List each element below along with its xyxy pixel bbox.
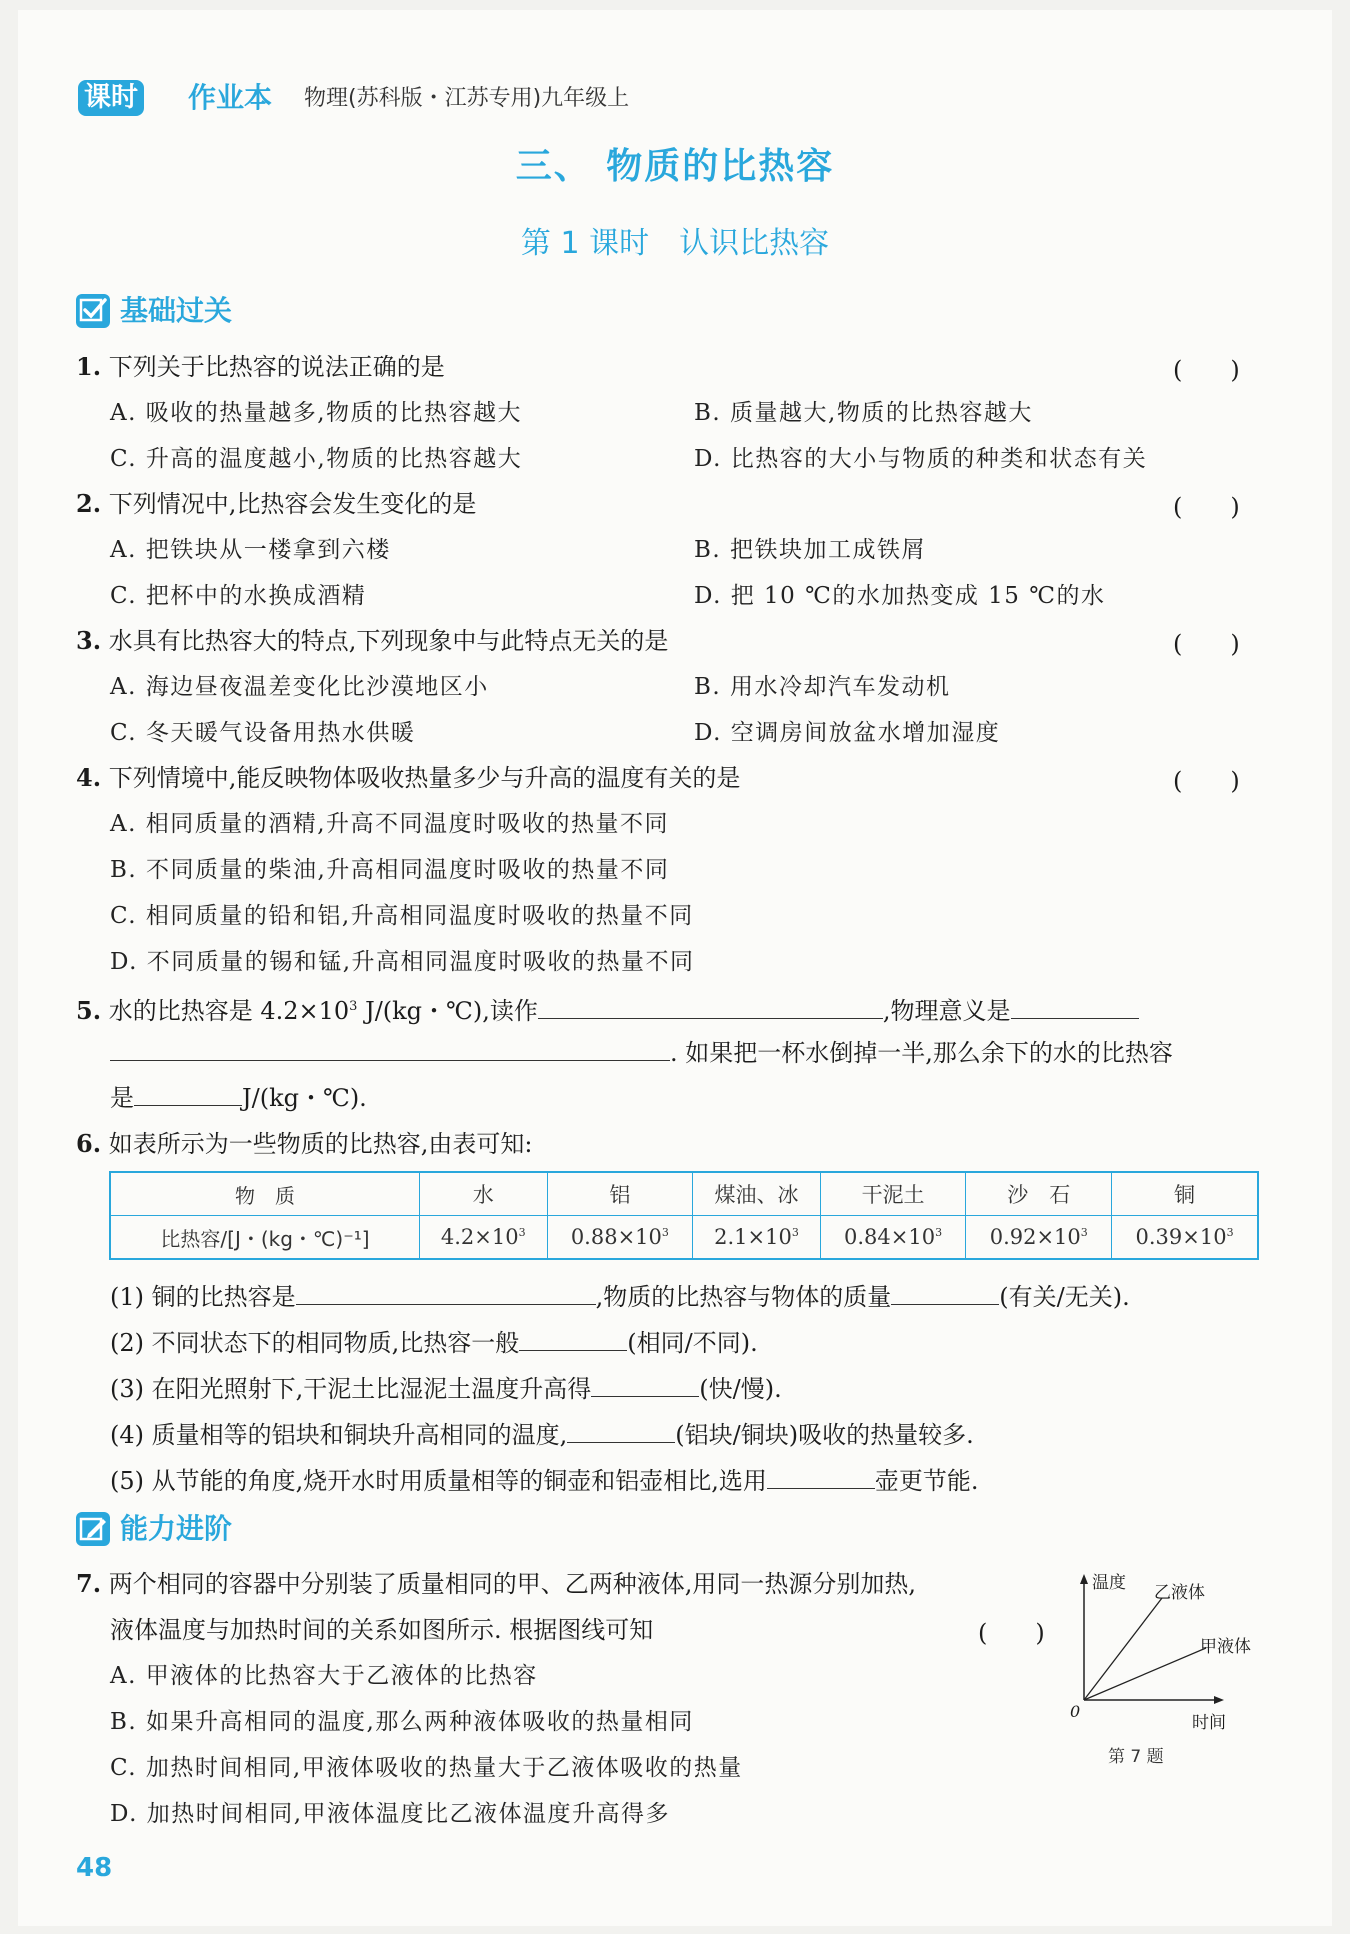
blank[interactable] (591, 1372, 699, 1397)
question-number: 2. (76, 489, 102, 518)
option-b[interactable]: B. 用水冷却汽车发动机 (694, 674, 951, 700)
temperature-time-graph (1058, 1570, 1258, 1733)
question-4 (76, 761, 740, 795)
option-a[interactable]: A. 相同质量的酒精,升高不同温度时吸收的热量不同 (110, 811, 670, 837)
option-a[interactable]: A. 海边昼夜温差变化比沙漠地区小 (110, 674, 489, 700)
logo-text: 作业本 (188, 81, 273, 114)
blank-meaning[interactable] (1011, 994, 1139, 1019)
option-d[interactable]: D. 比热容的大小与物质的种类和状态有关 (694, 446, 1148, 472)
subject-line: 物理(苏科版・江苏专用)九年级上 (304, 86, 630, 111)
question-stem: 下列情况中,比热容会发生变化的是 (108, 490, 477, 518)
question-stem: 如表所示为一些物质的比热容,由表可知: (108, 1130, 533, 1158)
blank-reading[interactable] (538, 994, 883, 1019)
q5-text-1: 水的比热容是 4.2×10 (108, 997, 350, 1025)
blank[interactable] (567, 1418, 675, 1443)
specific-heat-table (109, 1171, 1259, 1260)
series-label-yi: 乙液体 (1154, 1583, 1205, 1603)
question-7 (76, 1567, 916, 1601)
logo-badge: 课时 (78, 80, 144, 116)
y-axis-arrow (1080, 1574, 1088, 1584)
table-cell: 铜 (1112, 1172, 1258, 1216)
question-5-line3 (110, 1081, 367, 1115)
blank-meaning-cont[interactable] (110, 1036, 670, 1061)
line-jia (1084, 1648, 1206, 1700)
sub-question-1: (1) 铜的比热容是 ,物质的比热容与物体的质量 (有关/无关). (110, 1280, 1130, 1314)
q5-text-3: ,物理意义是 (882, 997, 1011, 1025)
blank[interactable] (891, 1280, 999, 1305)
table-cell: $2.1\times 10^3$ (693, 1216, 821, 1260)
answer-paren[interactable]: ( ) (1173, 356, 1240, 384)
line-yi (1084, 1598, 1162, 1700)
option-d[interactable]: D. 把 10 ℃的水加热变成 15 ℃的水 (694, 583, 1106, 609)
table-header: 比热容/[J・(kg・℃)⁻¹] (110, 1216, 420, 1260)
option-c[interactable]: C. 相同质量的铅和铝,升高相同温度时吸收的热量不同 (110, 903, 694, 929)
question-1 (76, 350, 445, 384)
lesson-title: 第 1 课时 认识比热容 (520, 226, 830, 261)
table-cell: 铝 (547, 1172, 693, 1216)
chapter-title: 三、 物质的比热容 (515, 146, 835, 187)
section-title: 能力进阶 (120, 1512, 233, 1545)
option-b[interactable]: B. 不同质量的柴油,升高相同温度时吸收的热量不同 (110, 857, 670, 883)
table-cell: 干泥土 (820, 1172, 966, 1216)
question-3 (76, 624, 668, 658)
option-b[interactable]: B. 质量越大,物质的比热容越大 (694, 400, 1033, 426)
sub-question-2: (2) 不同状态下的相同物质,比热容一般 (相同/不同). (110, 1326, 758, 1360)
table-cell: $4.2\times 10^3$ (420, 1216, 548, 1260)
option-a[interactable]: A. 把铁块从一楼拿到六楼 (110, 537, 391, 563)
x-axis-arrow (1214, 1696, 1224, 1704)
blank-value[interactable] (134, 1081, 242, 1106)
blank[interactable] (296, 1280, 596, 1305)
option-d[interactable]: D. 加热时间相同,甲液体温度比乙液体温度升高得多 (110, 1801, 671, 1827)
section-advanced (76, 1510, 336, 1548)
sub-question-4: (4) 质量相等的铝块和铜块升高相同的温度, (铝块/铜块)吸收的热量较多. (110, 1418, 974, 1452)
sub-question-3: (3) 在阳光照射下,干泥土比湿泥土温度升高得 (快/慢). (110, 1372, 782, 1406)
page-number: 48 (76, 1853, 113, 1883)
table-cell: 水 (420, 1172, 548, 1216)
table-header: 物 质 (110, 1172, 420, 1216)
question-number: 7. (76, 1569, 102, 1598)
question-stem: 两个相同的容器中分别装了质量相同的甲、乙两种液体,用同一热源分别加热, (108, 1570, 916, 1598)
table-cell: $0.84\times 10^3$ (820, 1216, 966, 1260)
question-number: 6. (76, 1129, 102, 1158)
question-number: 1. (76, 352, 102, 381)
x-axis-label: 时间 (1192, 1713, 1226, 1733)
question-stem: 下列情境中,能反映物体吸收热量多少与升高的温度有关的是 (108, 764, 741, 792)
section-basic (76, 292, 336, 330)
table-row (110, 1216, 1258, 1260)
option-b[interactable]: B. 如果升高相同的温度,那么两种液体吸收的热量相同 (110, 1709, 694, 1735)
table-cell: 沙 石 (966, 1172, 1112, 1216)
question-number: 4. (76, 763, 102, 792)
series-label-jia: 甲液体 (1200, 1637, 1251, 1657)
blank[interactable] (519, 1326, 627, 1351)
table-cell: $0.92\times 10^3$ (966, 1216, 1112, 1260)
y-axis-label: 温度 (1092, 1573, 1126, 1593)
table-cell: $0.39\times 10^3$ (1112, 1216, 1258, 1260)
answer-paren[interactable]: ( ) (1173, 493, 1240, 521)
q5-text-5: 是 (110, 1084, 134, 1112)
question-6 (76, 1127, 532, 1161)
answer-paren[interactable]: ( ) (978, 1619, 1045, 1647)
option-b[interactable]: B. 把铁块加工成铁屑 (694, 537, 927, 563)
blank[interactable] (767, 1464, 875, 1489)
answer-paren[interactable]: ( ) (1173, 630, 1240, 658)
figure-caption: 第 7 题 (1108, 1747, 1164, 1767)
table-cell: 煤油、冰 (693, 1172, 821, 1216)
question-number: 3. (76, 626, 102, 655)
question-7-line2: 液体温度与加热时间的关系如图所示. 根据图线可知 (110, 1616, 654, 1644)
question-stem: 水具有比热容大的特点,下列现象中与此特点无关的是 (108, 627, 669, 655)
origin-label: 0 (1070, 1702, 1081, 1721)
question-5-line2 (110, 1036, 1173, 1070)
table-cell: $0.88\times 10^3$ (547, 1216, 693, 1260)
option-d[interactable]: D. 不同质量的锡和锰,升高相同温度时吸收的热量不同 (110, 949, 695, 975)
question-2 (76, 487, 476, 521)
option-d[interactable]: D. 空调房间放盆水增加湿度 (694, 720, 1001, 746)
pencil-icon (76, 1512, 110, 1546)
exponent: 3 (349, 999, 358, 1014)
option-c[interactable]: C. 冬天暖气设备用热水供暖 (110, 720, 416, 746)
option-a[interactable]: A. 吸收的热量越多,物质的比热容越大 (110, 400, 523, 426)
q5-text-2: J/(kg・℃),读作 (357, 997, 538, 1025)
workbook-page (18, 10, 1332, 1926)
table-row (110, 1172, 1258, 1216)
q5-text-6: J/(kg・℃). (242, 1084, 367, 1112)
question-stem: 下列关于比热容的说法正确的是 (108, 353, 445, 381)
check-icon (76, 294, 110, 328)
question-5 (76, 990, 1139, 1028)
option-c[interactable]: C. 加热时间相同,甲液体吸收的热量大于乙液体吸收的热量 (110, 1755, 743, 1781)
answer-paren[interactable]: ( ) (1173, 767, 1240, 795)
sub-question-5: (5) 从节能的角度,烧开水时用质量相等的铜壶和铝壶相比,选用 壶更节能. (110, 1464, 979, 1498)
section-title: 基础过关 (120, 294, 233, 327)
option-a[interactable]: A. 甲液体的比热容大于乙液体的比热容 (110, 1663, 538, 1689)
option-c[interactable]: C. 把杯中的水换成酒精 (110, 583, 367, 609)
q5-text-4: . 如果把一杯水倒掉一半,那么余下的水的比热容 (670, 1039, 1173, 1067)
option-c[interactable]: C. 升高的温度越小,物质的比热容越大 (110, 446, 523, 472)
question-number: 5. (76, 996, 102, 1025)
